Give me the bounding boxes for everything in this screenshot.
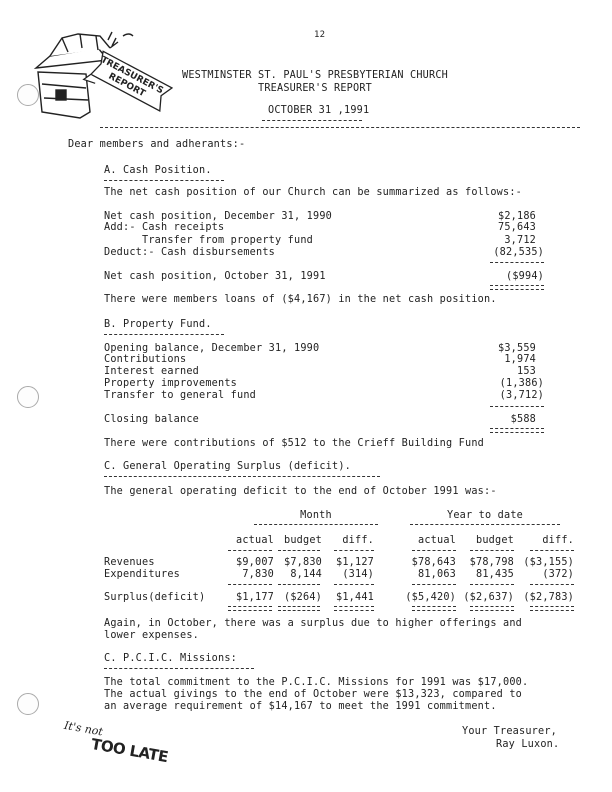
section-d-title-underline [104, 668, 254, 669]
property-subtotal-rule [490, 406, 544, 407]
col-header-month-diff: diff. [342, 535, 374, 546]
section-a-title: A. Cash Position. [104, 165, 212, 176]
cash-total-double-rule [490, 285, 544, 290]
signature-name: Ray Luxon. [496, 739, 560, 750]
cash-total-label: Net cash position, October 31, 1991 [104, 271, 326, 282]
total-double-rule [470, 606, 514, 611]
property-total-value: $588 [510, 414, 536, 425]
cell: (314) [342, 569, 374, 580]
stamp-line1: It's not [63, 718, 104, 739]
church-name: WESTMINSTER ST. PAUL'S PRESBYTERIAN CHURCH [181, 70, 448, 81]
row-label: Revenues [104, 557, 155, 568]
property-row-value: (1,386) [499, 378, 544, 389]
section-c-title-underline [104, 476, 380, 477]
section-a-intro: The net cash position of our Church can be summarized as follows:- [104, 187, 523, 198]
col-header-rule [530, 550, 574, 551]
col-header-rule [334, 550, 374, 551]
col-header-rule [228, 550, 272, 551]
subtotal-rule [278, 584, 320, 585]
ytd-group-header: Year to date [446, 510, 523, 521]
col-header-ytd-actual: actual [417, 535, 456, 546]
section-c-note: Again, in October, there was a surplus due to higher offerings and [104, 618, 523, 629]
section-b-title: B. Property Fund. [104, 319, 212, 330]
col-header-month-budget: budget [283, 535, 322, 546]
property-row-value: 1,974 [504, 354, 536, 365]
cash-subtotal-rule [490, 262, 544, 263]
property-row-value: (3,712) [499, 390, 544, 401]
cell: $78,798 [469, 557, 514, 568]
cell: $9,007 [235, 557, 274, 568]
report-date: OCTOBER 31 ,1991 [268, 105, 370, 116]
property-row-label: Property improvements [104, 378, 238, 389]
cash-row-label: Deduct:- Cash disbursements [104, 247, 276, 258]
month-group-header: Month [300, 510, 332, 521]
section-b-title-underline [104, 334, 224, 335]
punch-hole-middle [17, 386, 39, 408]
row-label: Expenditures [104, 569, 181, 580]
property-row-label: Contributions [104, 354, 187, 365]
cell: ($2,783) [523, 592, 574, 603]
cell: $1,177 [235, 592, 274, 603]
col-header-rule [412, 550, 456, 551]
cash-row-label: Net cash position, December 31, 1990 [104, 211, 333, 222]
missions-text: The total commitment to the P.C.I.C. Missions for 1991 was $17,000. [104, 677, 529, 688]
cell: ($5,420) [405, 592, 456, 603]
cash-total-value: ($994) [505, 271, 544, 282]
property-total-double-rule [490, 428, 544, 433]
signature-closing: Your Treasurer, [462, 726, 558, 737]
ytd-group-rule [410, 524, 560, 525]
missions-text: an average requirement of $14,167 to meet the 1991 commitment. [104, 701, 497, 712]
section-c-note: lower expenses. [104, 630, 200, 641]
section-d-title: C. P.C.I.C. Missions: [104, 653, 238, 664]
cell: ($3,155) [523, 557, 574, 568]
property-total-label: Closing balance [104, 414, 200, 425]
stamp-line2: TOO LATE [89, 734, 170, 767]
report-title: TREASURER'S REPORT [257, 83, 372, 94]
total-double-rule [228, 606, 272, 611]
cash-row-value: 75,643 [497, 222, 536, 233]
row-label: Surplus(deficit) [104, 592, 206, 603]
col-header-rule [278, 550, 320, 551]
cell: 7,830 [242, 569, 274, 580]
section-c-intro: The general operating deficit to the end of October 1991 was:- [104, 486, 497, 497]
month-group-rule [254, 524, 378, 525]
section-a-title-underline [104, 180, 224, 181]
subtotal-rule [412, 584, 456, 585]
cell: $78,643 [411, 557, 456, 568]
cell: (372) [542, 569, 574, 580]
total-double-rule [530, 606, 574, 611]
section-a-note: There were members loans of ($4,167) in the net cash position. [104, 294, 497, 305]
cash-row-label: Transfer from property fund [104, 235, 314, 246]
col-header-rule [470, 550, 514, 551]
property-row-value: 153 [516, 366, 536, 377]
section-b-note: There were contributions of $512 to the Crieff Building Fund [104, 438, 485, 449]
its-not-too-late-stamp [60, 719, 171, 766]
cash-row-value: $2,186 [497, 211, 536, 222]
page-number: 12 [314, 30, 326, 40]
cell: 81,435 [475, 569, 514, 580]
subtotal-rule [470, 584, 514, 585]
cell: $1,127 [335, 557, 374, 568]
section-c-title: C. General Operating Surplus (deficit). [104, 461, 352, 472]
col-header-month-actual: actual [235, 535, 274, 546]
cell: $1,441 [335, 592, 374, 603]
total-double-rule [278, 606, 320, 611]
cell: $7,830 [283, 557, 322, 568]
header-rule [100, 127, 580, 128]
col-header-ytd-diff: diff. [542, 535, 574, 546]
total-double-rule [412, 606, 456, 611]
subtotal-rule [530, 584, 574, 585]
property-row-value: $3,559 [497, 343, 536, 354]
cash-row-label: Add:- Cash receipts [104, 222, 225, 233]
subtotal-rule [334, 584, 374, 585]
subtotal-rule [228, 584, 272, 585]
cell: ($2,637) [463, 592, 514, 603]
treasurer-report-logo [28, 26, 173, 131]
logo-banner-text: TREASURER'S REPORT [98, 55, 165, 100]
cell: 8,144 [290, 569, 322, 580]
greeting: Dear members and adherants:- [68, 139, 246, 150]
property-row-label: Transfer to general fund [104, 390, 257, 401]
col-header-ytd-budget: budget [475, 535, 514, 546]
date-underline [262, 120, 362, 121]
missions-text: The actual givings to the end of October were $13,323, compared to [104, 689, 523, 700]
total-double-rule [334, 606, 374, 611]
punch-hole-bottom [17, 693, 39, 715]
property-row-label: Interest earned [104, 366, 200, 377]
cash-row-value: (82,535) [493, 247, 544, 258]
cell: ($264) [283, 592, 322, 603]
cash-row-value: 3,712 [504, 235, 536, 246]
cell: 81,063 [417, 569, 456, 580]
property-row-label: Opening balance, December 31, 1990 [104, 343, 320, 354]
